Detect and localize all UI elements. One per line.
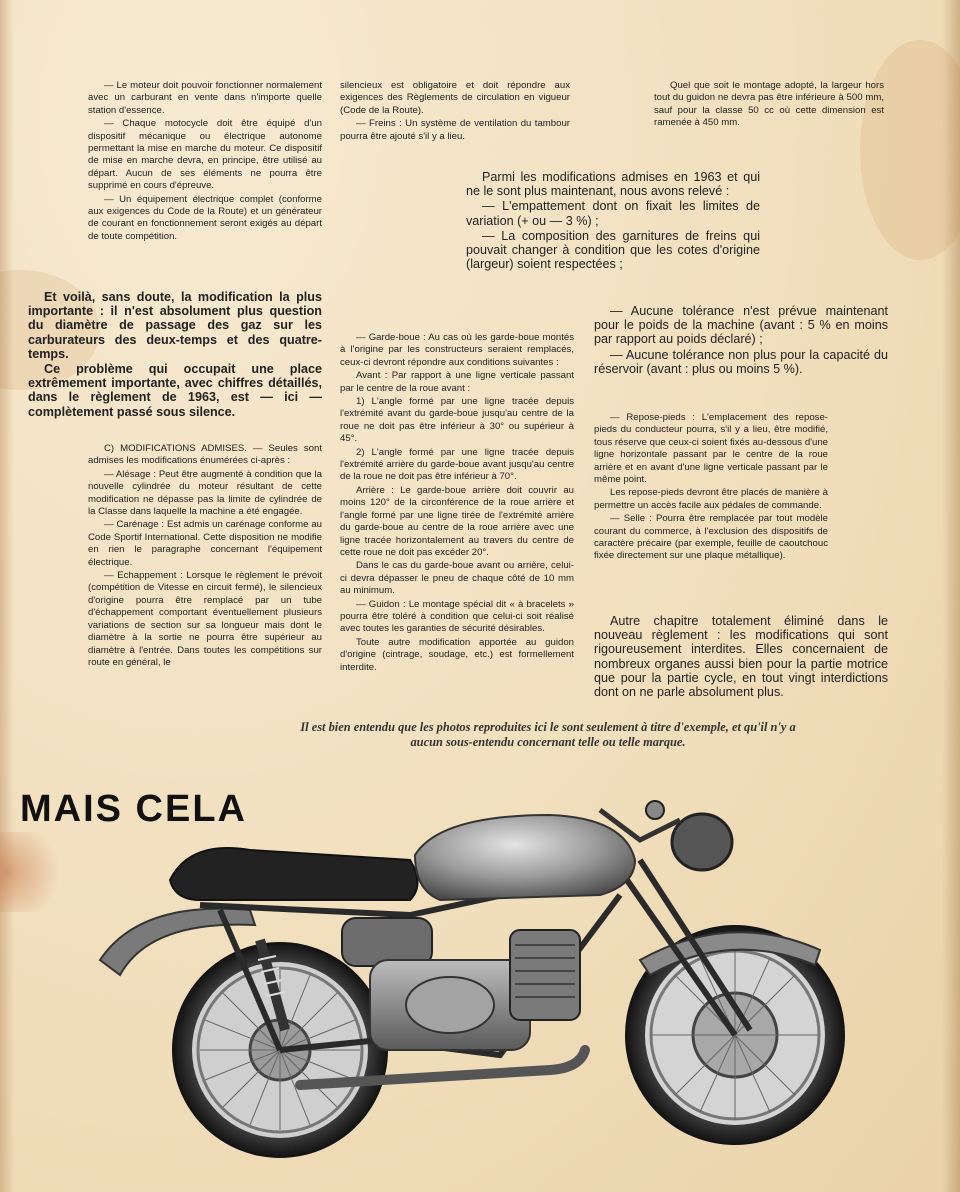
prohibited-modifications-paragraph (594, 614, 888, 700)
paragraph: 2) L'angle formé par une ligne tracée depuis l'extrémité arrière du garde-boue avant jusqu'au centre de la roue ne doit pas être inférieur à 70°. (340, 446, 574, 483)
paragraph: Avant : Par rapport à une ligne verticale passant par le centre de la roue avant : (340, 370, 574, 394)
paragraph: — Carénage : Est admis un carénage conforme au Code Sportif International. Cette disposition ne modifie en rien le paragraphe concernant l'équipement électrique. (88, 519, 322, 568)
paragraph: Toute autre modification apportée au guidon d'origine (cintrage, soudage, etc.) est formellement interdite. (340, 636, 574, 673)
paragraph: silencieux est obligatoire et doit répondre aux exigences des Règlements de circulation en vigueur (Code de la Route). (340, 80, 570, 116)
paragraph: — Guidon : Le montage spécial dit « à bracelets » pourra être toléré à condition que celui-ci soit réalisé avec toutes les garanties de sécurité désirables. (340, 598, 574, 635)
page-edge-right (942, 0, 960, 1192)
paragraph: — Freins : Un système de ventilation du tambour pourra être ajouté s'il y a lieu. (340, 118, 570, 142)
removed-modifications-paragraph (466, 170, 760, 272)
fuel-tank (415, 815, 635, 900)
paragraph: Les repose-pieds devront être placés de manière à permettre un accès facile aux pédales de commande. (594, 487, 828, 511)
main-modification-paragraph (28, 290, 322, 420)
paragraph: — Un équipement électrique complet (conforme aux exigences du Code de la Route) et un générateur de courant en fonctionnement seront exigés au départ de toute compétition. (88, 193, 322, 242)
paragraph: — Repose-pieds : L'emplacement des repose-pieds du conducteur pourra, s'il y a lieu, être modifié, tous réserve que ceux-ci soient fixés au-dessous d'une ligne horizontale passant par le centre de la roue arrière et en avant d'une ligne verticale passant par le même point. (594, 412, 828, 486)
column-2-top-text (340, 80, 570, 144)
paragraph: — Alésage : Peut être augmenté à condition que la nouvelle cylindrée du moteur résultant de cette modification ne dépasse pas la limite de cylindrée de la Classe dans laquelle la machine a été engagée. (88, 468, 322, 518)
paragraph: — Chaque motocycle doit être équipé d'un dispositif mécanique ou électrique autonome permettant la mise en marche du moteur. Ce dispositif de mise en marche devra, en principe, être utilisé au départ. Aucun de ses éléments ne pourra être supprimé en cours d'épreuve. (88, 118, 322, 192)
column-3-top-text (654, 80, 884, 131)
column-2-bottom-text (340, 332, 574, 675)
paragraph: Parmi les modifications admises en 1963 et qui ne le sont plus maintenant, nous avons relevé : (466, 170, 760, 199)
paragraph: — Selle : Pourra être remplacée par tout modèle courant du commerce, à l'exclusion des dispositifs de caractère précaire (par exemple, feuille de caoutchouc fixée directement sur une plaque métallique). (594, 513, 828, 562)
page-damage-mark (0, 832, 70, 912)
page-headline: MAIS CELA (20, 788, 247, 830)
racing-motorcycle-photo (80, 800, 900, 1170)
gauge-icon (646, 801, 664, 819)
paragraph: Et voilà, sans doute, la modification la plus importante : il n'est absolument plus question du diamètre de passage des gaz sur les carburateurs des deux-temps et des quatre-temps. (28, 290, 322, 361)
paragraph: — Le moteur doit pouvoir fonctionner normalement avec un carburant en vente dans n'importe quelle station d'essence. (88, 80, 322, 116)
paragraph: Autre chapitre totalement éliminé dans le nouveau règlement : les modifications qui sont rigoureusement interdites. Elles concernaient de nombreux organes aussi bien pour la partie motrice que pour la partie cycle, en tout vingt interdictions dont on ne parle absolument plus. (594, 614, 888, 700)
column-1-bottom-text (88, 443, 322, 670)
paragraph: — Echappement : Lorsque le règlement le prévoit (compétition de Vitesse en circuit fermé), le silencieux d'origine pourra être remplacé par un tube d'échappement comportant éventuellement plusieurs variations de section sur sa longueur mais dont le diamètre à la sortie ne pourra être supérieur au diamètre à l'entrée. Dans toutes les compétitions sur route en général, le (88, 570, 322, 668)
paragraph: — Aucune tolérance non plus pour la capacité du réservoir (avant : plus ou moins 5 %). (594, 347, 888, 376)
paragraph: Dans le cas du garde-boue avant ou arrière, celui-ci devra dépasser le pneu de chaque côté de 10 mm au minimum. (340, 560, 574, 597)
paragraph: Ce problème qui occupait une place extrêmement importante, avec chiffres détaillés, dans le règlement de 1963, est — ici — complètement passé sous silence. (28, 362, 322, 419)
seat (170, 848, 418, 900)
headlight (672, 814, 732, 870)
paragraph: Arrière : Le garde-boue arrière doit couvrir au moins 120° de la circonférence de la roue arrière et l'angle formé par une ligne tirée de l'extrémité arrière du garde-boue au centre de la roue arrière avec une ligne tracée horizontalement au travers du centre de cette roue ne doit pas excéder 20°. (340, 484, 574, 558)
paragraph: Quel que soit le montage adopté, la largeur hors tout du guidon ne devra pas être inférieure à 500 mm, sauf pour la classe 50 cc où cette dimension est ramenée à 450 mm. (654, 80, 884, 129)
photo-disclaimer-caption: Il est bien entendu que les photos reproduites ici le sont seulement à titre d'exemple, et qu'il n'y a aucun sous-entendu concernant telle ou telle marque. (300, 720, 796, 749)
column-1-top-text (88, 80, 322, 244)
paragraph: — Garde-boue : Au cas où les garde-boue montés à l'origine par les constructeurs seraient remplacés, ceux-ci devront répondre aux conditions suivantes : (340, 332, 574, 368)
tolerance-paragraph (594, 304, 888, 377)
paragraph: — L'empattement dont on fixait les limites de variation (+ ou — 3 %) ; (466, 199, 760, 228)
paragraph: 1) L'angle formé par une ligne tracée depuis l'extrémité avant du garde-boue jusqu'au centre de la roue ne doit pas être inférieur à 30° ou supérieur à 45°. (340, 396, 574, 445)
paragraph: — La composition des garnitures de freins qui pouvait changer à condition que les cotes d'origine (largeur) soient respectées ; (466, 228, 760, 272)
column-3-bottom-text (594, 412, 828, 564)
side-cover (342, 918, 432, 966)
paragraph: — Aucune tolérance n'est prévue maintenant pour le poids de la machine (avant : 5 % en moins par rapport au poids déclaré) ; (594, 304, 888, 347)
page-edge-left (0, 0, 14, 1192)
section-heading: C) MODIFICATIONS ADMISES. — Seules sont admises les modifications énumérées ci-après : (88, 443, 322, 467)
